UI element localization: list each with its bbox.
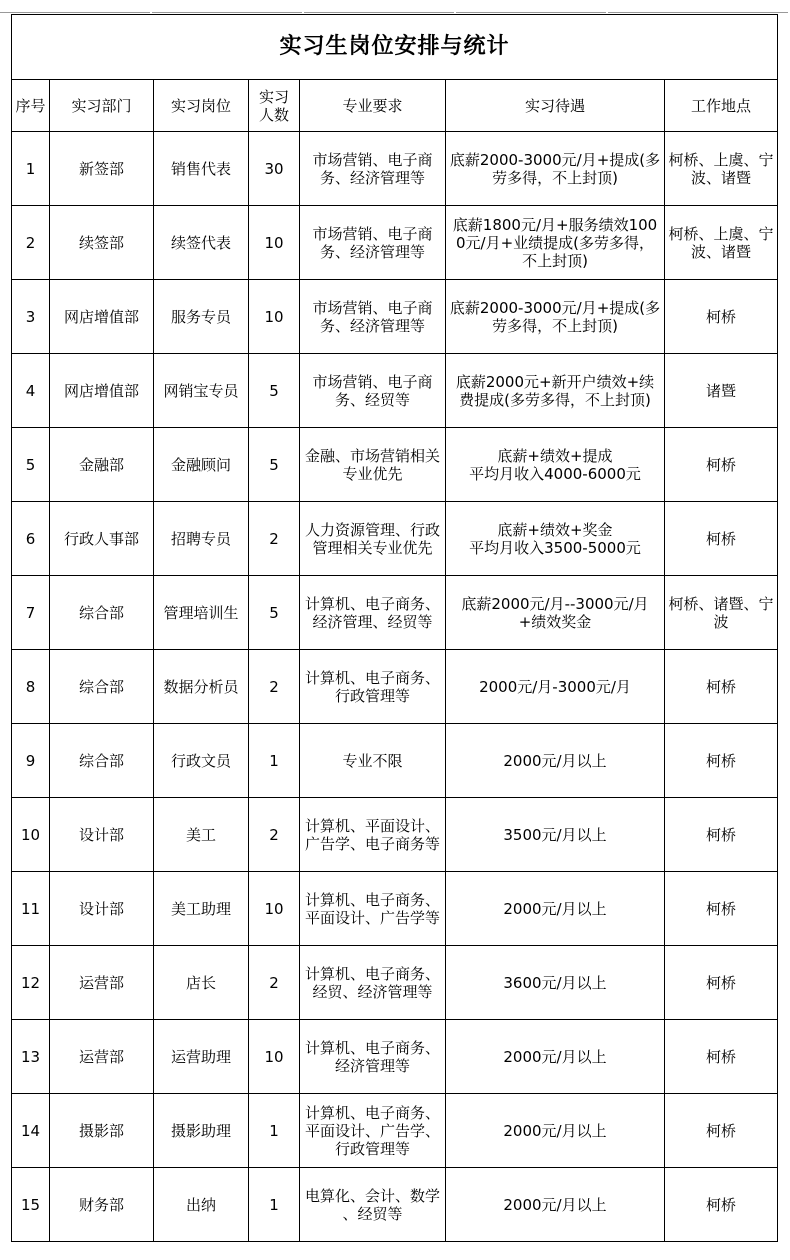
cell-position: 数据分析员 (154, 650, 249, 724)
cell-headcount: 5 (249, 354, 300, 428)
cell-position: 金融顾问 (154, 428, 249, 502)
cell-index: 3 (12, 280, 50, 354)
header-location: 工作地点 (665, 80, 778, 132)
cell-index: 2 (12, 206, 50, 280)
cell-major: 计算机、电子商务、经济管理、经贸等 (300, 576, 446, 650)
cell-compensation: 2000元/月-3000元/月 (446, 650, 665, 724)
header-major: 专业要求 (300, 80, 446, 132)
header-compensation: 实习待遇 (446, 80, 665, 132)
cell-department: 金融部 (50, 428, 154, 502)
table-row (12, 650, 778, 724)
internship-table-sheet (11, 14, 777, 1242)
cell-headcount: 2 (249, 502, 300, 576)
cell-position: 服务专员 (154, 280, 249, 354)
cell-location: 柯桥 (665, 946, 778, 1020)
cell-compensation: 底薪2000-3000元/月+提成(多劳多得，不上封顶) (446, 280, 665, 354)
cell-position: 店长 (154, 946, 249, 1020)
cell-index: 12 (12, 946, 50, 1020)
cell-location: 柯桥 (665, 650, 778, 724)
cell-location: 柯桥 (665, 428, 778, 502)
cell-location: 柯桥 (665, 280, 778, 354)
cell-major: 计算机、电子商务、经贸、经济管理等 (300, 946, 446, 1020)
table-row (12, 1094, 778, 1168)
cell-department: 综合部 (50, 724, 154, 798)
cell-compensation: 底薪+绩效+提成 平均月收入4000-6000元 (446, 428, 665, 502)
cell-position: 美工 (154, 798, 249, 872)
cell-index: 1 (12, 132, 50, 206)
cell-department: 综合部 (50, 576, 154, 650)
table-row (12, 946, 778, 1020)
cell-position: 美工助理 (154, 872, 249, 946)
cell-major: 市场营销、电子商务、经济管理等 (300, 280, 446, 354)
cell-major: 计算机、电子商务、行政管理等 (300, 650, 446, 724)
cell-compensation: 底薪+绩效+奖金 平均月收入3500-5000元 (446, 502, 665, 576)
cell-headcount: 5 (249, 428, 300, 502)
cell-headcount: 30 (249, 132, 300, 206)
cell-headcount: 1 (249, 1094, 300, 1168)
cell-department: 新签部 (50, 132, 154, 206)
cell-index: 7 (12, 576, 50, 650)
cell-major: 计算机、电子商务、经济管理等 (300, 1020, 446, 1094)
cell-position: 续签代表 (154, 206, 249, 280)
table-row (12, 724, 778, 798)
cell-index: 10 (12, 798, 50, 872)
cell-compensation: 底薪2000元+新开户绩效+续费提成(多劳多得，不上封顶) (446, 354, 665, 428)
cell-compensation: 2000元/月以上 (446, 1168, 665, 1242)
cell-position: 网销宝专员 (154, 354, 249, 428)
cell-headcount: 2 (249, 946, 300, 1020)
cell-index: 9 (12, 724, 50, 798)
table-body (12, 132, 778, 1242)
cell-department: 网店增值部 (50, 280, 154, 354)
cell-department: 运营部 (50, 946, 154, 1020)
cell-location: 柯桥 (665, 724, 778, 798)
cell-headcount: 10 (249, 206, 300, 280)
cell-department: 运营部 (50, 1020, 154, 1094)
cell-location: 柯桥 (665, 1094, 778, 1168)
cell-position: 招聘专员 (154, 502, 249, 576)
cell-headcount: 2 (249, 798, 300, 872)
cell-major: 市场营销、电子商务、经贸等 (300, 354, 446, 428)
cell-major: 计算机、电子商务、平面设计、广告学等 (300, 872, 446, 946)
cell-compensation: 底薪2000-3000元/月+提成(多劳多得，不上封顶) (446, 132, 665, 206)
cell-location: 柯桥 (665, 1168, 778, 1242)
cell-major: 人力资源管理、行政管理相关专业优先 (300, 502, 446, 576)
table-row (12, 354, 778, 428)
cell-index: 4 (12, 354, 50, 428)
cell-position: 摄影助理 (154, 1094, 249, 1168)
table-row (12, 428, 778, 502)
cell-position: 出纳 (154, 1168, 249, 1242)
cell-compensation: 3600元/月以上 (446, 946, 665, 1020)
cell-compensation: 底薪1800元/月+服务绩效1000元/月+业绩提成(多劳多得，不上封顶) (446, 206, 665, 280)
table-row (12, 1020, 778, 1094)
cell-compensation: 2000元/月以上 (446, 872, 665, 946)
table-row (12, 502, 778, 576)
cell-department: 续签部 (50, 206, 154, 280)
cell-index: 11 (12, 872, 50, 946)
cell-department: 行政人事部 (50, 502, 154, 576)
cell-headcount: 1 (249, 724, 300, 798)
cell-compensation: 2000元/月以上 (446, 1094, 665, 1168)
header-index: 序号 (12, 80, 50, 132)
table-row (12, 280, 778, 354)
cell-position: 销售代表 (154, 132, 249, 206)
cell-major: 计算机、电子商务、平面设计、广告学、行政管理等 (300, 1094, 446, 1168)
cell-compensation: 底薪2000元/月--3000元/月+绩效奖金 (446, 576, 665, 650)
cell-headcount: 5 (249, 576, 300, 650)
cell-headcount: 2 (249, 650, 300, 724)
cell-headcount: 10 (249, 280, 300, 354)
cell-location: 柯桥 (665, 872, 778, 946)
cell-department: 财务部 (50, 1168, 154, 1242)
cell-department: 设计部 (50, 798, 154, 872)
cell-position: 管理培训生 (154, 576, 249, 650)
cell-index: 5 (12, 428, 50, 502)
spreadsheet-column-guides (0, 0, 790, 14)
cell-major: 计算机、平面设计、广告学、电子商务等 (300, 798, 446, 872)
table-row (12, 576, 778, 650)
cell-index: 8 (12, 650, 50, 724)
cell-major: 电算化、会计、数学 、经贸等 (300, 1168, 446, 1242)
cell-department: 综合部 (50, 650, 154, 724)
header-position: 实习岗位 (154, 80, 249, 132)
cell-index: 13 (12, 1020, 50, 1094)
table-row (12, 872, 778, 946)
cell-index: 15 (12, 1168, 50, 1242)
cell-location: 柯桥 (665, 798, 778, 872)
cell-compensation: 2000元/月以上 (446, 1020, 665, 1094)
cell-location: 诸暨 (665, 354, 778, 428)
cell-location: 柯桥 (665, 502, 778, 576)
cell-headcount: 10 (249, 872, 300, 946)
cell-major: 市场营销、电子商务、经济管理等 (300, 132, 446, 206)
cell-location: 柯桥、上虞、宁波、诸暨 (665, 206, 778, 280)
cell-major: 专业不限 (300, 724, 446, 798)
cell-headcount: 1 (249, 1168, 300, 1242)
cell-major: 市场营销、电子商务、经济管理等 (300, 206, 446, 280)
cell-major: 金融、市场营销相关专业优先 (300, 428, 446, 502)
internship-table (11, 14, 778, 1242)
cell-location: 柯桥 (665, 1020, 778, 1094)
table-title: 实习生岗位安排与统计 (12, 15, 778, 80)
header-row (12, 80, 778, 132)
header-headcount: 实习人数 (249, 80, 300, 132)
cell-position: 行政文员 (154, 724, 249, 798)
cell-position: 运营助理 (154, 1020, 249, 1094)
table-row (12, 1168, 778, 1242)
cell-department: 摄影部 (50, 1094, 154, 1168)
table-row (12, 798, 778, 872)
cell-location: 柯桥、上虞、宁波、诸暨 (665, 132, 778, 206)
table-row (12, 206, 778, 280)
cell-index: 6 (12, 502, 50, 576)
cell-compensation: 3500元/月以上 (446, 798, 665, 872)
cell-index: 14 (12, 1094, 50, 1168)
cell-department: 网店增值部 (50, 354, 154, 428)
cell-location: 柯桥、诸暨、宁波 (665, 576, 778, 650)
cell-department: 设计部 (50, 872, 154, 946)
header-department: 实习部门 (50, 80, 154, 132)
table-row (12, 132, 778, 206)
cell-headcount: 10 (249, 1020, 300, 1094)
cell-compensation: 2000元/月以上 (446, 724, 665, 798)
